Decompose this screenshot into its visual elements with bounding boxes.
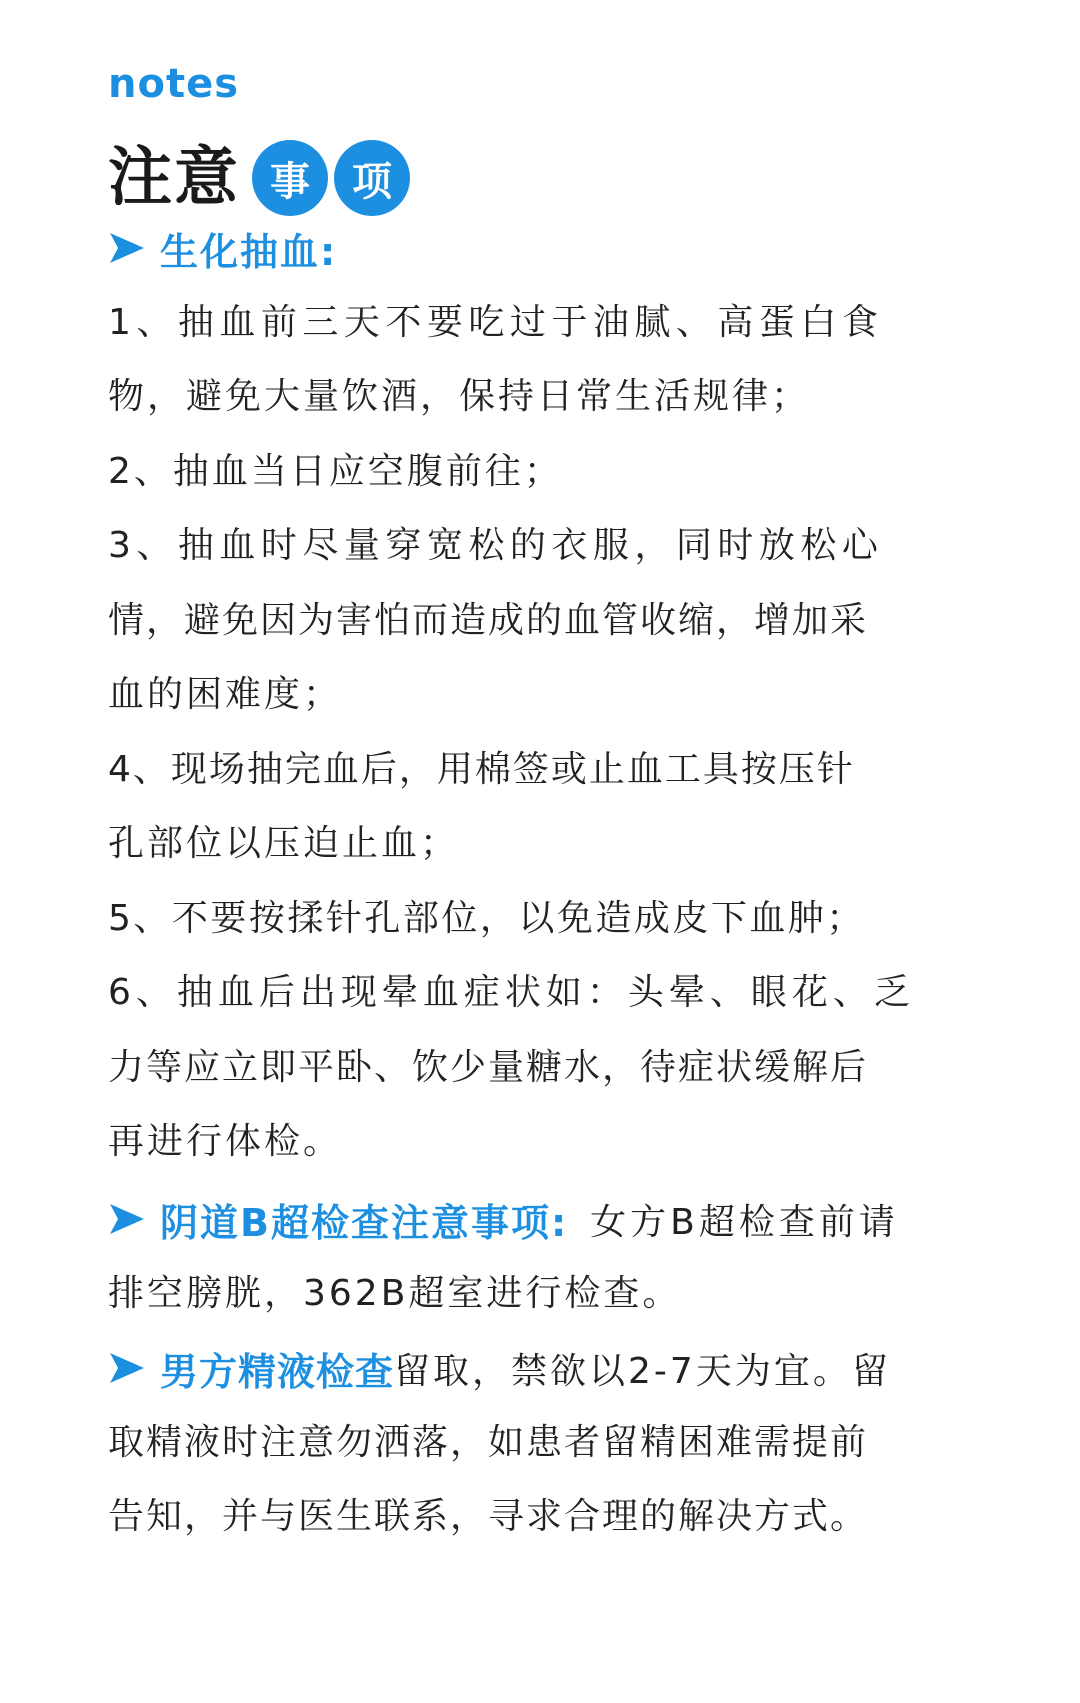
section-ultrasound-text: 女方B超检查前请	[590, 1201, 899, 1243]
semen-line-1: 取精液时注意勿洒落，如患者留精困难需提前	[108, 1422, 869, 1463]
arrow-bullet-icon	[108, 1202, 146, 1236]
section-ultrasound-title: 阴道B超检查注意事项:	[160, 1200, 569, 1245]
section-semen-heading	[108, 1342, 891, 1394]
blood-line-3: 2、抽血当日应空腹前往；	[108, 451, 563, 492]
section-blood-heading	[108, 222, 337, 274]
blood-line-10: 6、抽血后出现晕血症状如：头晕、眼花、乏	[108, 972, 915, 1013]
blood-line-2: 物，避免大量饮酒，保持日常生活规律；	[108, 376, 811, 417]
arrow-bullet-icon	[108, 231, 146, 265]
blood-line-6: 血的困难度；	[108, 674, 343, 715]
blood-line-12: 再进行体检。	[108, 1121, 343, 1162]
section-ultrasound-heading	[108, 1193, 899, 1245]
blood-line-9: 5、不要按揉针孔部位，以免造成皮下血肿；	[108, 898, 865, 939]
section-blood-title: 生化抽血:	[160, 229, 338, 274]
blood-line-8: 孔部位以压迫止血；	[108, 823, 460, 864]
blood-line-7: 4、现场抽完血后，用棉签或止血工具按压针	[108, 749, 855, 790]
page-title	[108, 138, 410, 218]
title-circle-badge-1: 事	[252, 140, 328, 216]
blood-line-5: 情，避免因为害怕而造成的血管收缩，增加采	[108, 600, 869, 641]
blood-line-1: 1、抽血前三天不要吃过于油腻、高蛋白食	[108, 302, 884, 343]
ultrasound-line-1: 排空膀胱，362B超室进行检查。	[108, 1273, 682, 1314]
notes-kicker: notes	[108, 61, 240, 107]
blood-line-11: 力等应立即平卧、饮少量糖水，待症状缓解后	[108, 1047, 869, 1088]
title-circle-badge-2: 项	[334, 140, 410, 216]
semen-line-2: 告知，并与医生联系，寻求合理的解决方式。	[108, 1496, 869, 1537]
section-semen-text: 留取，禁欲以2-7天为宜。留	[394, 1350, 891, 1392]
arrow-bullet-icon	[108, 1351, 146, 1385]
title-main-text: 注意	[108, 141, 240, 215]
section-semen-title: 男方精液检查	[160, 1349, 395, 1394]
blood-line-4: 3、抽血时尽量穿宽松的衣服，同时放松心	[108, 525, 884, 566]
